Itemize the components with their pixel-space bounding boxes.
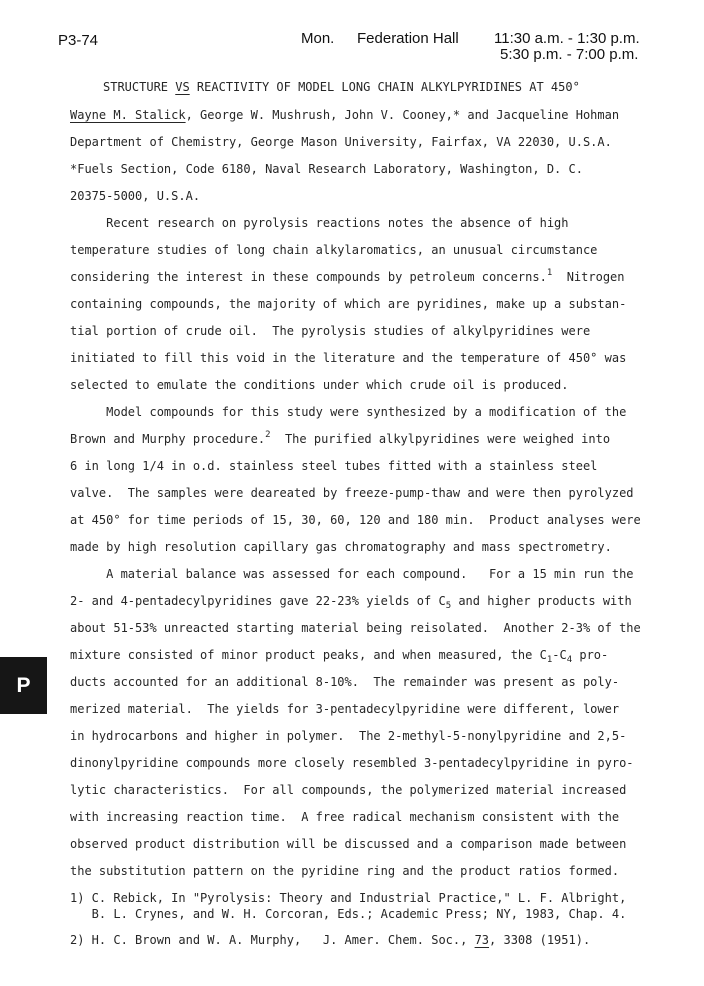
body-line: made by high resolution capillary gas chromatography and mass spectrometry. [70, 540, 612, 554]
body-line: considering the interest in these compounds by petroleum concerns.$^1$ Nitrogen [70, 268, 625, 284]
citation-1: 1 [546, 268, 553, 278]
body-line: about 51-53% unreacted starting material being reisolated. Another 2-3% of the [70, 621, 641, 635]
body-line: the substitution pattern on the pyridine ring and the product ratios formed. [70, 864, 620, 878]
body-line: observed product distribution will be discussed and a comparison made between [70, 837, 627, 851]
session-venue: Federation Hall [357, 30, 459, 47]
reference-1: 1) C. Rebick, In "Pyrolysis: Theory and Industrial Practice," L. F. Albright, [70, 891, 627, 905]
paper-code: P3-74 [58, 32, 99, 49]
body-line: A material balance was assessed for each compound. For a 15 min run the [70, 567, 634, 581]
reference-2: 2) H. C. Brown and W. A. Murphy, J. Amer. Chem. Soc., 73, 3308 (1951). [70, 933, 591, 947]
body-line: Model compounds for this study were synthesized by a modification of the [70, 405, 627, 419]
body-line: ducts accounted for an additional 8-10%. The remainder was present as poly- [70, 675, 620, 689]
body-line: dinonylpyridine compounds more closely resembled 3-pentadecylpyridine in pyro- [70, 756, 634, 770]
body-line: initiated to fill this void in the literature and the temperature of 450° was [70, 351, 627, 365]
presenting-author: Wayne M. Stalick [70, 108, 186, 122]
body-line: containing compounds, the majority of which are pyridines, make up a substan- [70, 297, 627, 311]
body-line: merized material. The yields for 3-pentadecylpyridine were different, lower [70, 702, 620, 716]
body-line: Brown and Murphy procedure.$^2$ The purified alkylpyridines were weighed into [70, 430, 611, 446]
body-line: selected to emulate the conditions under which crude oil is produced. [70, 378, 569, 392]
affiliation-line: *Fuels Section, Code 6180, Naval Research Laboratory, Washington, D. C. [70, 162, 583, 176]
body-line: in hydrocarbons and higher in polymer. The 2-methyl-5-nonylpyridine and 2,5- [70, 729, 627, 743]
body-line: tial portion of crude oil. The pyrolysis studies of alkylpyridines were [70, 324, 591, 338]
body-line: at 450° for time periods of 15, 30, 60, 120 and 180 min. Product analyses were [70, 513, 641, 527]
body-line: with increasing reaction time. A free radical mechanism consistent with the [70, 810, 620, 824]
reference-1-cont: B. L. Crynes, and W. H. Corcoran, Eds.; Academic Press; NY, 1983, Chap. 4. [70, 907, 627, 921]
author-list: Wayne M. Stalick, George W. Mushrush, John V. Cooney,* and Jacqueline Hohman [70, 108, 620, 122]
body-line: temperature studies of long chain alkylaromatics, an unusual circumstance [70, 243, 598, 257]
citation-2: 2 [265, 430, 271, 440]
body-line: Recent research on pyrolysis reactions notes the absence of high [70, 216, 569, 230]
affiliation-line: Department of Chemistry, George Mason University, Fairfax, VA 22030, U.S.A. [70, 135, 612, 149]
affiliation-line: 20375-5000, U.S.A. [70, 189, 201, 203]
paper-title: STRUCTURE VS REACTIVITY OF MODEL LONG CHAIN ALKYLPYRIDINES AT 450° [103, 80, 580, 94]
session-time-1: 11:30 a.m. - 1:30 p.m. [494, 30, 640, 47]
body-line: 2- and 4-pentadecylpyridines gave 22-23% yields of $C_5$ and higher products with [70, 594, 632, 611]
body-line: lytic characteristics. For all compounds, the polymerized material increased [70, 783, 627, 797]
session-day: Mon. [301, 30, 335, 47]
body-line: valve. The samples were deareated by freeze-pump-thaw and were then pyrolyzed [70, 486, 634, 500]
session-time-2: 5:30 p.m. - 7:00 p.m. [500, 46, 639, 63]
section-tab: P [0, 657, 47, 714]
body-line: 6 in long 1/4 in o.d. stainless steel tubes fitted with a stainless steel [70, 459, 598, 473]
body-line: mixture consisted of minor product peaks, and when measured, the $C_1-C_4$ pro- [70, 648, 609, 665]
